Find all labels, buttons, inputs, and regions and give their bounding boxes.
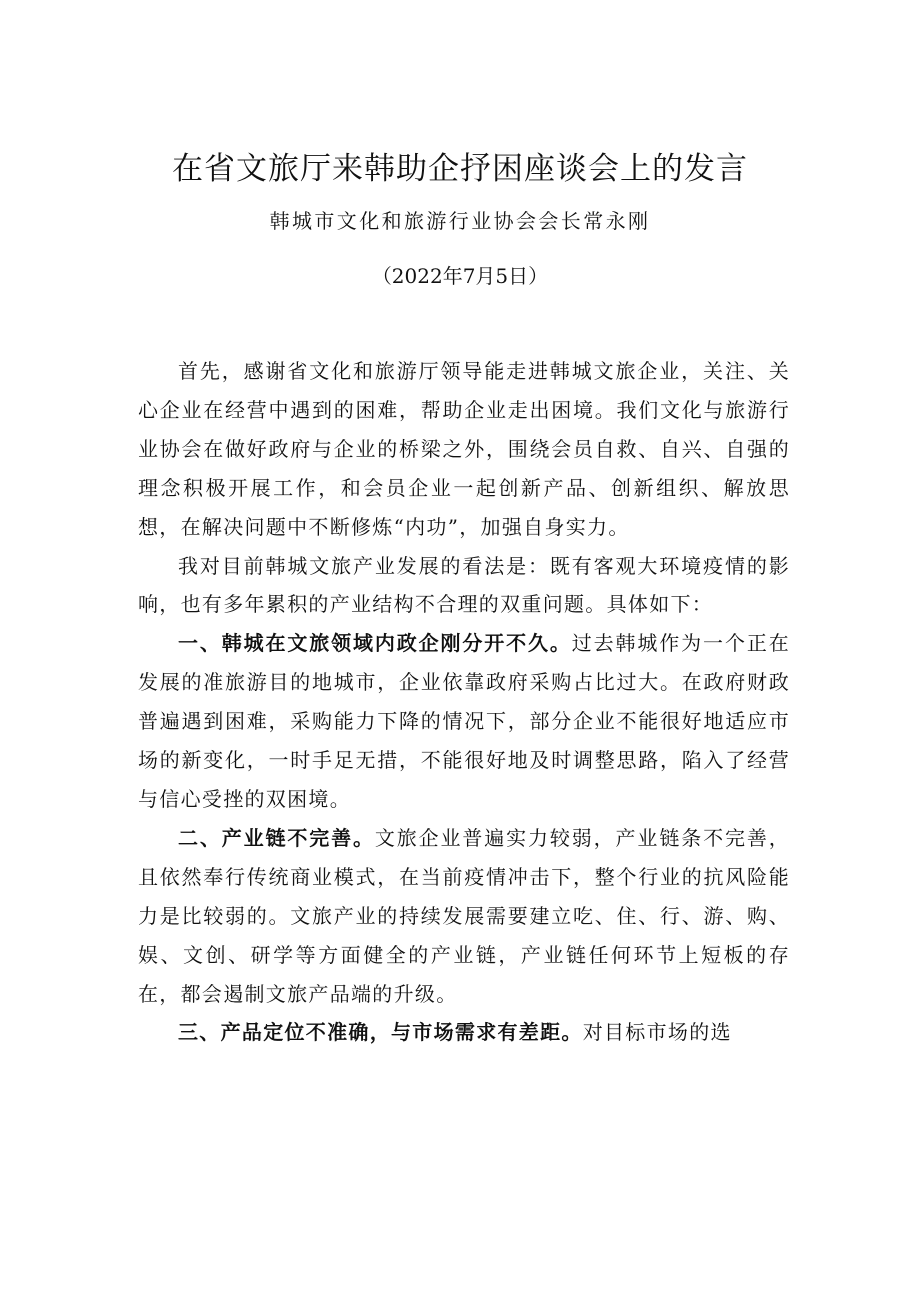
paragraph-text: 我对目前韩城文旅产业发展的看法是：既有客观大环境疫情的影响，也有多年累积的产业结构不合理的双重问题。具体如下： <box>138 553 790 617</box>
paragraph <box>138 624 790 819</box>
document-body <box>138 352 790 1292</box>
paragraph-lead: 二、产业链不完善。 <box>178 825 375 850</box>
document-title: 在省文旅厅来韩助企抒困座谈会上的发言 <box>172 151 748 187</box>
paragraph <box>138 819 790 1014</box>
paragraph-text: 过去韩城作为一个正在发展的准旅游目的地城市，企业依靠政府采购占比过大。在政府财政普遍遇到困难，采购能力下降的情况下，部分企业不能很好地适应市场的新变化，一时手足无措，不能很好地及时调整思路，陷入了经营与信心受挫的双困境。 <box>138 631 790 811</box>
document-date: （2022年7月5日） <box>371 264 549 288</box>
paragraph-text: 首先，感谢省文化和旅游厅领导能走进韩城文旅企业，关注、关心企业在经营中遇到的困难，帮助企业走出困境。我们文化与旅游行业协会在做好政府与企业的桥梁之外，围绕会员自救、自兴、自强的理念积极开展工作，和会员企业一起创新产品、创新组织、解放思想，在解决问题中不断修炼“内功”，加强自身实力。 <box>138 359 790 539</box>
paragraph-lead: 一、韩城在文旅领域内政企刚分开不久。 <box>178 631 572 656</box>
paragraph <box>138 547 790 625</box>
paragraph-lead: 三、产品定位不准确，与市场需求有差距。 <box>178 1020 583 1045</box>
document-author: 韩城市文化和旅游行业协会会长常永刚 <box>269 209 651 233</box>
paragraph <box>138 1013 790 1052</box>
paragraph-text: 对目标市场的选 <box>582 1020 732 1045</box>
paragraph-text: 文旅企业普遍实力较弱，产业链条不完善，且依然奉行传统商业模式，在当前疫情冲击下，整个行业的抗风险能力是比较弱的。文旅产业的持续发展需要建立吃、住、行、游、购、娱、文创、研学等方面健全的产业链，产业链任何环节上短板的存在，都会遏制文旅产品端的升级。 <box>138 825 790 1006</box>
paragraph <box>138 352 790 547</box>
